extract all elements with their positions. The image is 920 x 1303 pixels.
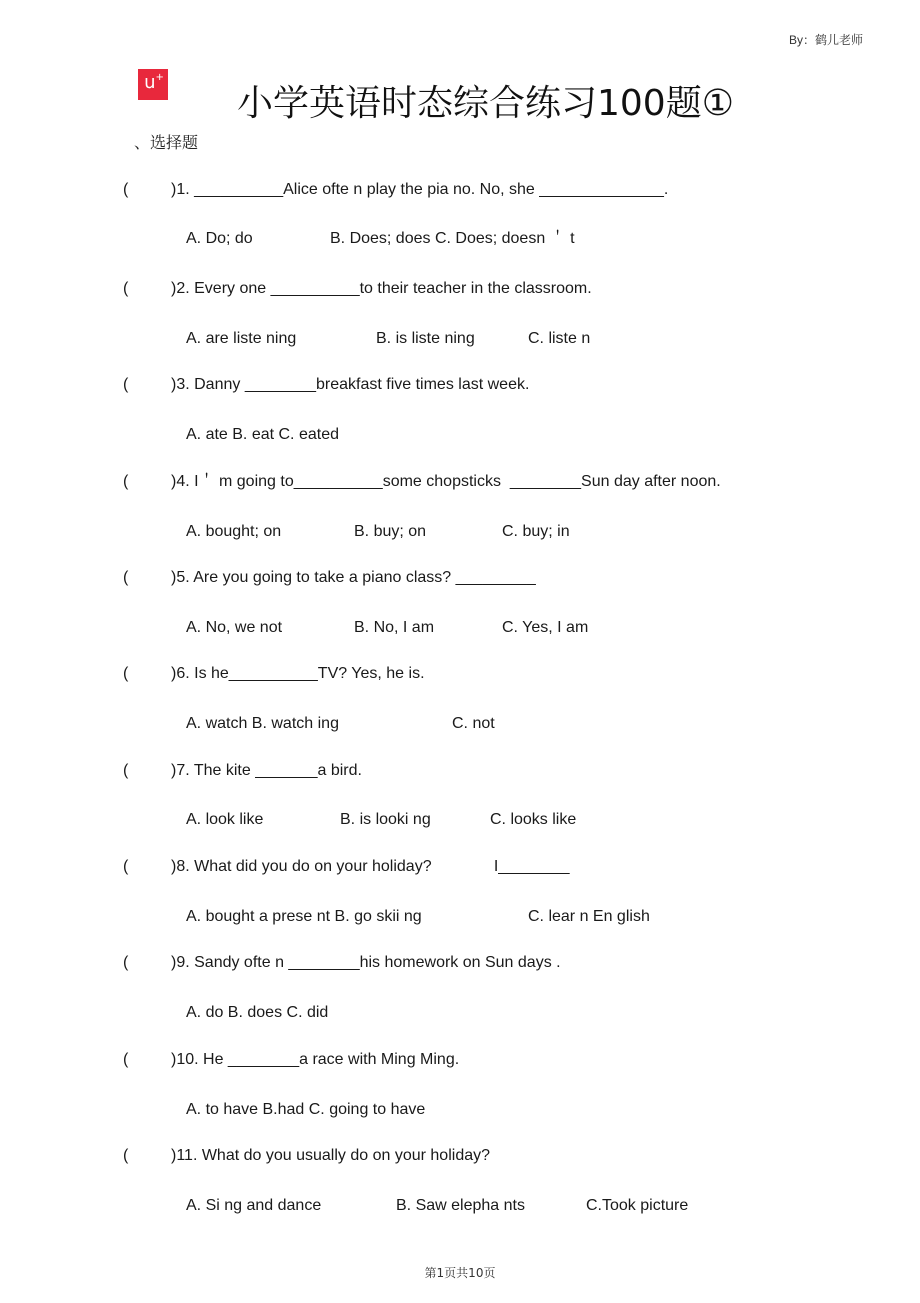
answer-option: A. Si ng and dance — [186, 1197, 322, 1214]
answer-option: A. No, we not — [186, 619, 283, 636]
answer-bracket[interactable]: ( — [123, 280, 129, 297]
answer-bracket[interactable]: ( — [123, 181, 129, 198]
question-stem: )1. __________Alice ofte n play the pia no. No, she ______________. — [171, 181, 669, 198]
question-stem: )3. Danny ________breakfast five times last week. — [171, 376, 530, 393]
answer-bracket[interactable]: ( — [123, 858, 129, 875]
answer-option: A. Do; do — [186, 230, 253, 247]
answer-bracket[interactable]: ( — [123, 954, 129, 971]
question-stem: )10. He ________a race with Ming Ming. — [171, 1051, 460, 1068]
answer-option: A. ate B. eat C. eated — [186, 426, 339, 443]
answer-option: B. buy; on — [354, 523, 427, 540]
question-stem: )8. What did you do on your holiday? I________ — [171, 858, 570, 875]
answer-option: C. looks like — [490, 811, 577, 828]
answer-option: B. No, I am — [354, 619, 435, 636]
answer-bracket[interactable]: ( — [123, 665, 129, 682]
question-stem: )11. What do you usually do on your holiday? — [171, 1147, 491, 1164]
answer-option: A. bought a prese nt B. go skii ng — [186, 908, 422, 925]
page-title: 小学英语时态综合练习100题① — [237, 83, 734, 124]
answer-option: A. look like — [186, 811, 264, 828]
section-heading: 、选择题 — [134, 133, 199, 152]
answer-bracket[interactable]: ( — [123, 1147, 129, 1164]
answer-option: A. to have B.had C. going to have — [186, 1101, 426, 1118]
answer-option: B. is liste ning — [376, 330, 475, 347]
author-byline: By：鹤儿老师 — [788, 33, 863, 47]
brand-logo — [138, 69, 168, 100]
answer-option: C. Yes, I am — [502, 619, 589, 636]
answer-option: A. are liste ning — [186, 330, 297, 347]
answer-option: A. watch B. watch ing — [186, 715, 339, 732]
answer-option: B. Does; does C. Does; doesn ＇ t — [330, 230, 575, 247]
question-stem: )7. The kite _______a bird. — [171, 762, 362, 779]
question-stem: )2. Every one __________to their teacher in the classroom. — [171, 280, 592, 297]
question-stem: )9. Sandy ofte n ________his homework on Sun days . — [171, 954, 561, 971]
answer-bracket[interactable]: ( — [123, 569, 129, 586]
answer-bracket[interactable]: ( — [123, 762, 129, 779]
answer-option: A. do B. does C. did — [186, 1004, 329, 1021]
answer-option: C. not — [452, 715, 495, 732]
answer-bracket[interactable]: ( — [123, 1051, 129, 1068]
answer-option: C. buy; in — [502, 523, 570, 540]
question-stem: )4. I＇ m going to__________some chopsticks ________Sun day after noon. — [171, 473, 721, 490]
page-footer: 第1页共10页 — [424, 1266, 496, 1280]
answer-bracket[interactable]: ( — [123, 473, 129, 490]
logo-letter: u — [144, 72, 156, 93]
answer-option: A. bought; on — [186, 523, 282, 540]
answer-option: C. liste n — [528, 330, 591, 347]
logo-plus: + — [155, 72, 164, 83]
answer-option: C.Took picture — [586, 1197, 689, 1214]
question-stem: )6. Is he__________TV? Yes, he is. — [171, 665, 425, 682]
answer-bracket[interactable]: ( — [123, 376, 129, 393]
answer-option: B. Saw elepha nts — [396, 1197, 525, 1214]
answer-option: C. lear n En glish — [528, 908, 650, 925]
answer-option: B. is looki ng — [340, 811, 431, 828]
question-stem: )5. Are you going to take a piano class? _________ — [171, 569, 536, 586]
